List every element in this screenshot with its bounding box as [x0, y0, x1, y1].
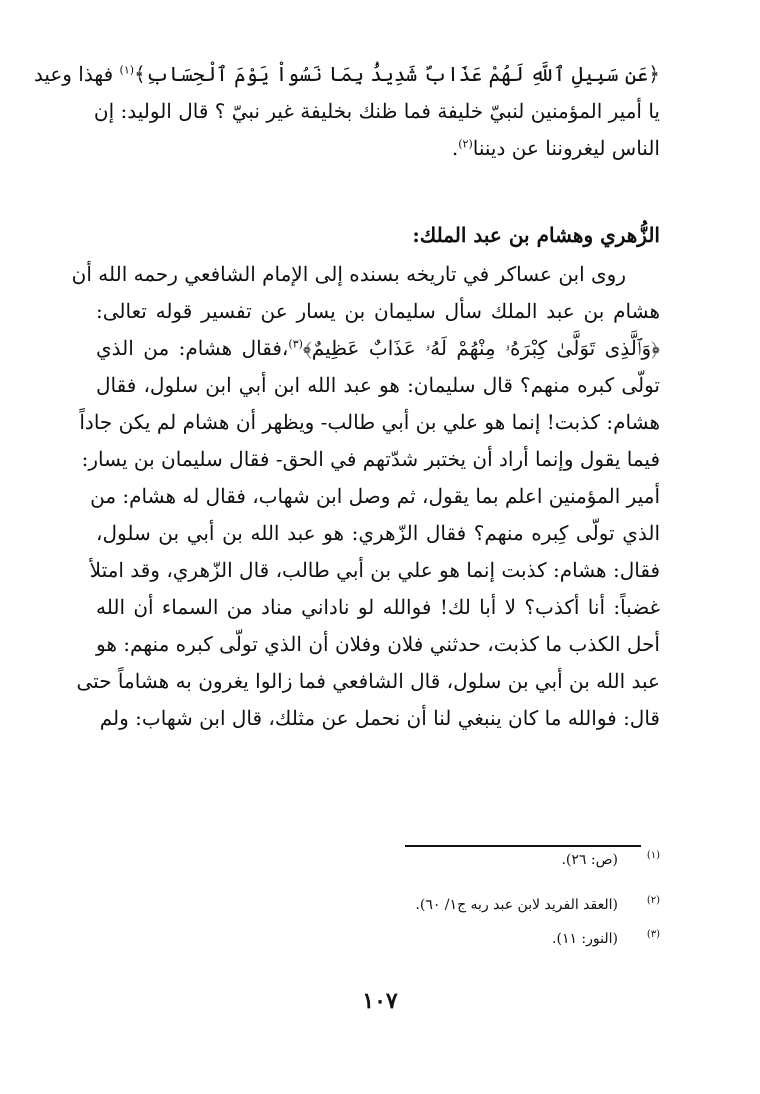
text-line [79, 404, 660, 441]
line-text: الذي تولّى كِبره منهم؟ فقال الزّهري: هو عبد الله بن أبي بن سلول، [96, 521, 660, 545]
line-text: فقال: هشام: كذبت إنما هو علي بن أبي طالب، قال الزّهري، وقد امتلأ [89, 558, 660, 582]
footnote-reference: (٣) [288, 337, 303, 351]
line-text: فهذا وعيد [33, 62, 120, 86]
text-line [96, 626, 660, 663]
line-text: تولّى كبره منهم؟ قال سليمان: هو عبد الله ابن أبي ابن سلول، فقال [96, 373, 660, 397]
footnote-text: (ص: ٢٦). [561, 852, 618, 868]
text-line [90, 478, 660, 515]
page-number: ١٠٧ [362, 988, 398, 1014]
text-line [33, 56, 660, 93]
text-line [81, 441, 660, 478]
paragraph-2 [71, 256, 660, 737]
text-line [89, 552, 660, 589]
line-text: روى ابن عساكر في تاريخه بسنده إلى الإمام الشافعي رحمه الله أن [71, 262, 626, 286]
footnote-reference: (٢) [458, 137, 473, 151]
line-text: . [451, 136, 459, 160]
footnote-divider [405, 845, 641, 847]
line-text: هشام: كذبت! إنما هو علي بن أبي طالب- ويظهر أن هشام لم يكن جاداً [79, 410, 660, 434]
text-line [96, 330, 660, 367]
footnote-3: (٣)(النور: ١١). [552, 929, 660, 947]
paragraph-1 [33, 56, 660, 167]
text-line [76, 663, 660, 700]
line-text: الناس ليغروننا عن ديننا [472, 136, 660, 160]
footnote-2: (٢)(العقد الفريد لابن عبد ربه ج١/ ٦٠). [415, 895, 660, 913]
text-line [93, 93, 660, 130]
quran-verse: ﴿وَٱلَّذِى تَوَلَّىٰ كِبْرَهُۥ مِنْهُمْ لَهُۥ عَذَابٌ عَظِيمٌ﴾ [302, 336, 660, 360]
line-text: قال: فوالله ما كان ينبغي لنا أن نحمل عن مثلك، قال ابن شهاب: ولم [99, 706, 660, 730]
text-line [96, 515, 660, 552]
text-line [96, 367, 660, 404]
footnote-text: (النور: ١١). [552, 931, 618, 947]
section-heading: الزُّهري وهشام بن عبد الملك: [412, 223, 660, 247]
line-text: يا أمير المؤمنين لنبيّ خليفة فما ظنك بخليفة غير نبيّ ؟ قال الوليد: إن [93, 99, 660, 123]
line-text: فيما يقول وإنما أراد أن يختبر شدّتهم في الحق- فقال سليمان بن يسار: [81, 447, 660, 471]
text-line [96, 293, 660, 330]
quran-verse: عَن سَبِيلِ ٱللَّهِ لَهُمْ عَذَابٌ شَدِيدُۢ بِمَا نَسُواْ يَوْمَ ٱلْحِسَابِ [145, 62, 649, 86]
text-line [96, 589, 660, 626]
footnote-text: (العقد الفريد لابن عبد ربه ج١/ ٦٠). [415, 897, 618, 913]
text-line [96, 130, 660, 167]
line-text: عبد الله بن أبي بن سلول، قال الشافعي فما زالوا يغرون به هشاماً حتى [76, 669, 660, 693]
text-line [96, 700, 660, 737]
line-text: أمير المؤمنين اعلم بما يقول، ثم وصل ابن شهاب، فقال له هشام: من [90, 484, 660, 508]
quran-verse: ﴿ [648, 62, 660, 86]
line-text: أحل الكذب ما كذبت، حدثني فلان وفلان أن الذي تولّى كبره منهم: هو [96, 632, 660, 656]
line-text: ،فقال هشام: من الذي [96, 336, 289, 360]
footnote-reference: (١) [119, 63, 135, 77]
line-text: غضباً: أنا أكذب؟ لا أبا لك! فوالله لو ناداني مناد من السماء أن الله [96, 595, 660, 619]
footnote-1: (١)(ص: ٢٦). [561, 850, 660, 868]
text-line [71, 256, 660, 293]
quran-verse: ﴾ [134, 62, 146, 86]
line-text: هشام بن عبد الملك سأل سليمان بن يسار عن تفسير قوله تعالى: [96, 299, 660, 323]
